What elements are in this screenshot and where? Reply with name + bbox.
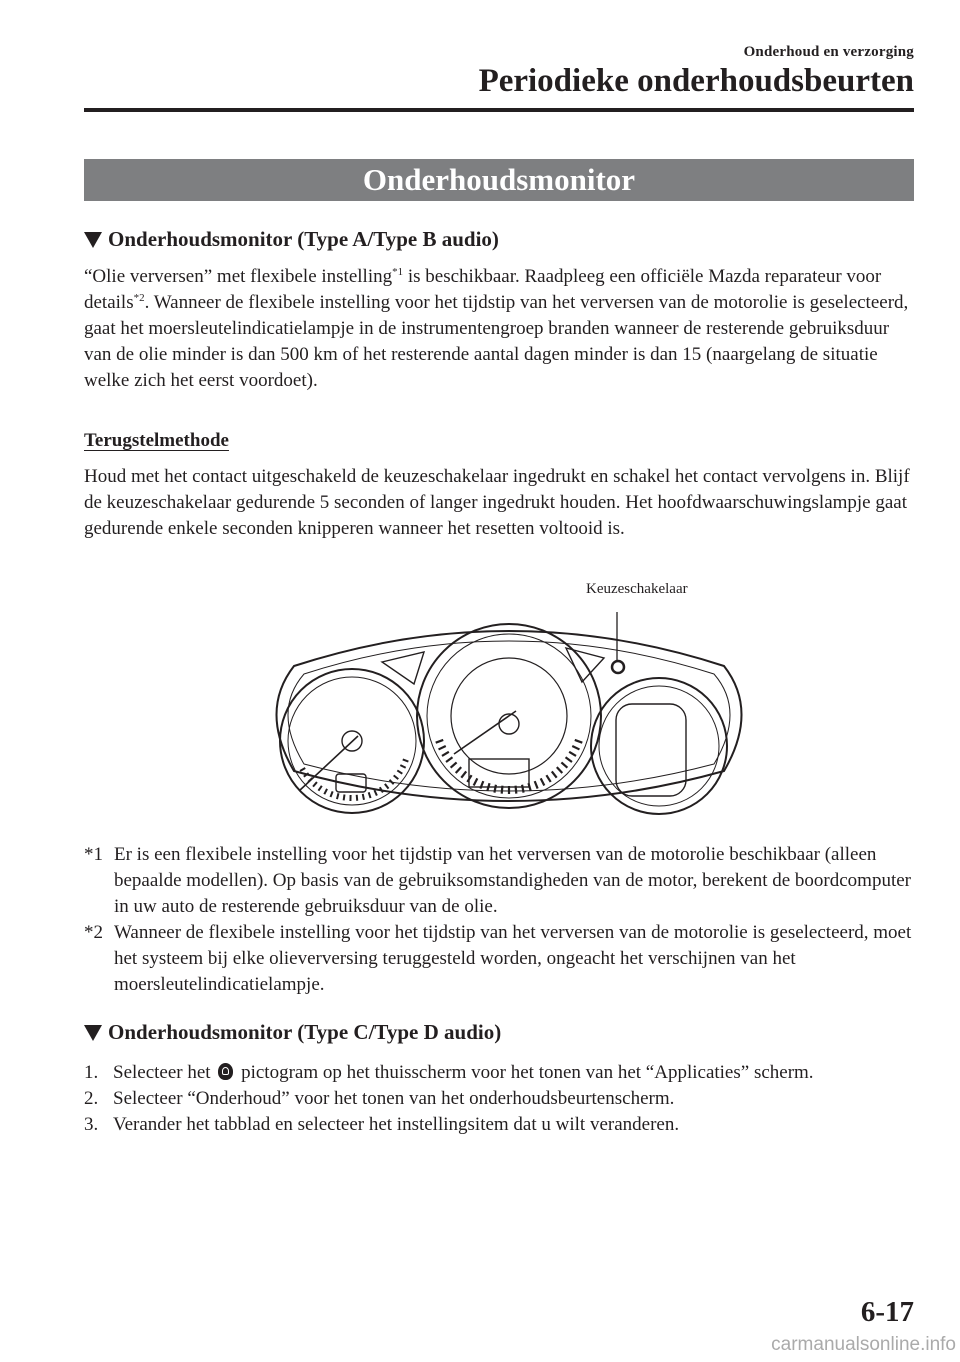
- gauge-tick: [552, 771, 557, 777]
- subsection-heading-a-text: Onderhoudsmonitor (Type A/Type B audio): [108, 227, 499, 251]
- footnote-ref-1: *1: [392, 266, 404, 278]
- gauge-tick: [385, 784, 389, 789]
- gauge-tick: [522, 785, 523, 793]
- gauge-tick: [363, 794, 364, 800]
- gauge-tick: [569, 752, 576, 756]
- gauge-tick: [557, 767, 562, 773]
- gauge-tick: [400, 765, 405, 768]
- gauge-tick: [494, 785, 495, 793]
- list-item: [84, 1112, 914, 1138]
- applications-icon: [218, 1063, 233, 1080]
- gauge-tick: [318, 786, 321, 791]
- reset-method-text: Houd met het contact uitgeschakeld de keuzeschakelaar ingedrukt en schakel het contact vervolgens in. Blijf de keuzeschakelaar gedurende 5 seconden of langer ingedrukt houden. Het hoofdwaarschuwingslampje gaat gedurende enkele seconden knipperen wanneer het resetten voltooid is.: [84, 466, 910, 539]
- intro-text-3: . Wanneer de flexibele instelling voor het tijdstip van het verversen van de motorolie is geselecteerd, gaat het moersleutelindicatielampje in de instrumentengroep branden wanneer de resterende gebruiksduur van de olie minder is dan 500 km of het resterende aantal dagen minder is dan 15 (naargelang de situatie welke zich het eerst voordoet).: [84, 292, 909, 391]
- gauge-tick: [380, 787, 383, 792]
- gauge-tick: [572, 746, 579, 749]
- gauge-tick: [374, 790, 376, 795]
- footnote-ref-2: *2: [133, 292, 145, 304]
- selector-switch: [612, 661, 624, 673]
- gauge-tick: [397, 770, 402, 773]
- gauge-tick: [546, 775, 550, 782]
- gauge-tick: [439, 746, 446, 749]
- footnote-1: [84, 842, 920, 920]
- gauge-tick: [313, 782, 317, 787]
- steps-list: [84, 1060, 914, 1138]
- chapter-title: Onderhoud en verzorging: [743, 44, 914, 60]
- gauge-tick: [330, 791, 332, 797]
- subsection-heading-c: [84, 1022, 501, 1043]
- footnote-1-mark: *1: [84, 844, 103, 865]
- gauge-tick: [575, 740, 583, 743]
- gauge-tick: [324, 789, 327, 794]
- section-title: Onderhoudsmonitor: [84, 159, 914, 201]
- gauge-tick: [442, 752, 449, 756]
- tachometer-needle: [299, 736, 358, 791]
- gauge-tick: [337, 793, 339, 799]
- list-item: [84, 1060, 914, 1086]
- gauge-tick: [541, 778, 545, 785]
- step-number: 2.: [84, 1088, 99, 1109]
- watermark: carmanualsonline.info: [771, 1334, 956, 1355]
- speedometer-needle: [454, 711, 516, 754]
- gauge-tick: [436, 740, 444, 743]
- reset-method-heading: Terugstelmethode: [84, 430, 229, 451]
- step-text: Verander het tabblad en selecteer het instellingsitem dat u wilt veranderen.: [113, 1114, 680, 1135]
- gauge-tick: [446, 757, 452, 762]
- gauge-tick: [344, 794, 345, 800]
- instrument-cluster-diagram: [264, 596, 754, 826]
- gauge-tick: [403, 759, 409, 761]
- gauge-tick: [456, 767, 461, 773]
- page-header: [479, 44, 914, 98]
- gauge-tick: [561, 762, 567, 767]
- selector-switch-label: Keuzeschakelaar: [586, 581, 688, 597]
- gauge-tick: [535, 781, 538, 788]
- gauge-tick: [369, 792, 371, 798]
- intro-text-1: “Olie verversen” met flexibele instelling: [84, 266, 393, 287]
- list-item: [84, 1086, 914, 1112]
- gauge-tick: [451, 762, 457, 767]
- intro-paragraph: [84, 264, 914, 394]
- footnote-2: [84, 920, 920, 998]
- running-title: Periodieke onderhoudsbeurten: [478, 63, 914, 99]
- gauge-tick: [461, 771, 466, 777]
- step-number: 3.: [84, 1114, 99, 1135]
- header-rule: [84, 108, 914, 112]
- subsection-heading-a: [84, 229, 499, 250]
- gauge-tick: [394, 775, 399, 779]
- info-display-outer: [591, 678, 727, 814]
- footnote-2-text: Wanneer de flexibele instelling voor het tijdstip van het verversen van de motorolie is geselecteerd, moet het systeem bij elke olieverversing teruggesteld worden, ongeacht het verschijnen van het moersleutelindicatielampje.: [114, 922, 912, 995]
- step-text: Selecteer het pictogram op het thuisscherm voor het tonen van het “Applicaties” scherm.: [113, 1062, 814, 1083]
- triangle-marker-icon: [84, 1025, 102, 1041]
- step-text: Selecteer “Onderhoud” voor het tonen van het onderhoudsbeurtenscherm.: [113, 1088, 675, 1109]
- gauge-tick: [300, 768, 305, 771]
- gauge-tick: [474, 778, 478, 785]
- gauge-tick: [566, 757, 572, 762]
- footnote-1-text: Er is een flexibele instelling voor het tijdstip van het verversen van de motorolie beschikbaar (alleen bepaalde modellen). Op basis van de gebruiksomstandigheden van de motor, berekent de boordcomputer in uw auto de resterende gebruiksduur van de olie.: [114, 844, 911, 917]
- step-number: 1.: [84, 1062, 99, 1083]
- gauge-tick: [357, 795, 358, 801]
- triangle-marker-icon: [84, 232, 102, 248]
- subsection-heading-c-text: Onderhoudsmonitor (Type C/Type D audio): [108, 1020, 502, 1044]
- page-number: 6-17: [860, 1296, 914, 1328]
- intro-text-2: is beschikbaar. Raadpleeg een officiële Mazda reparateur voor details: [84, 266, 882, 313]
- footnote-2-mark: *2: [84, 922, 103, 943]
